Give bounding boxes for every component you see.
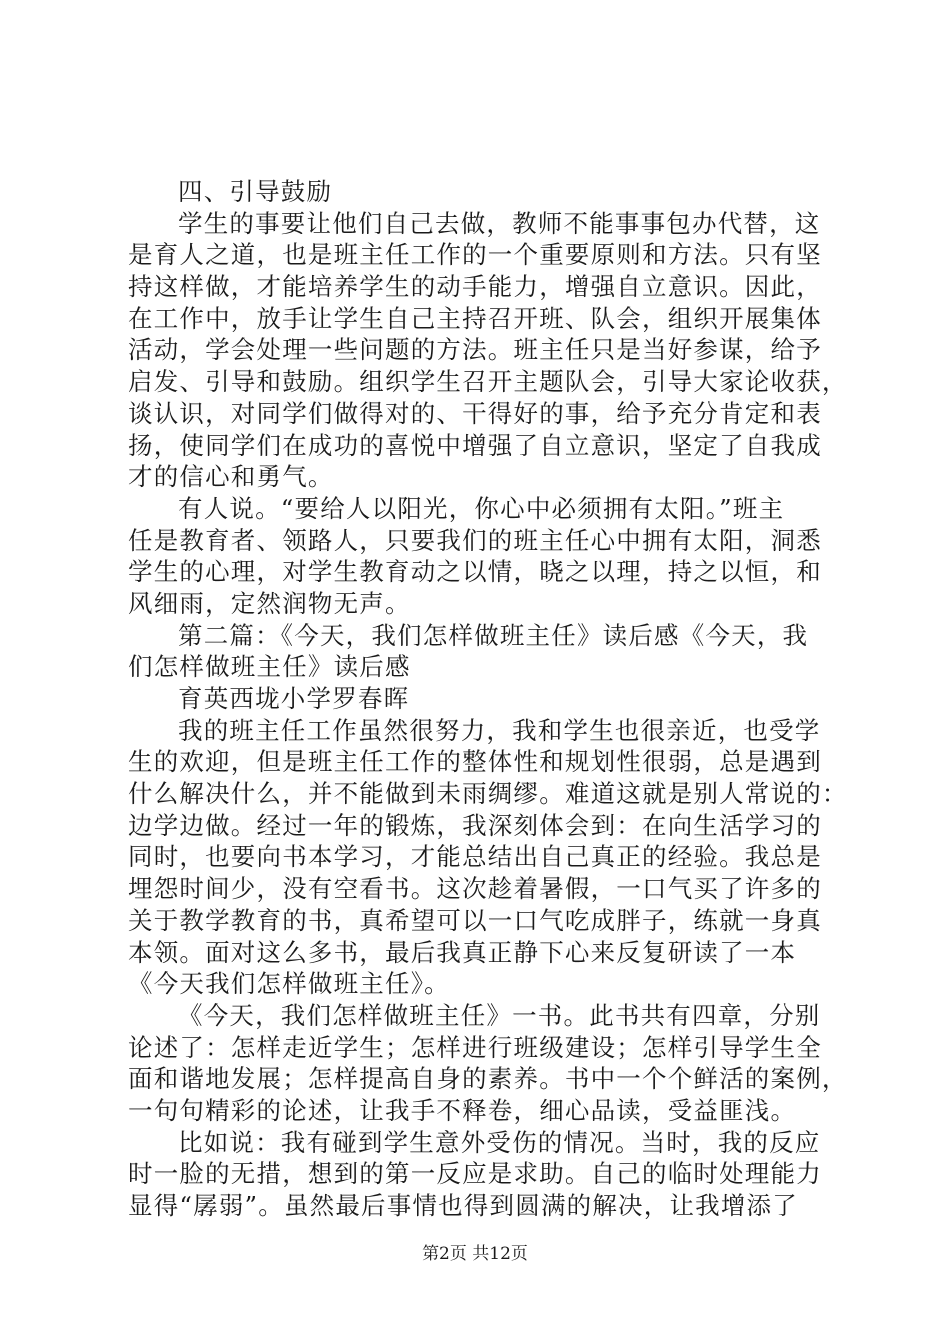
page-footer: 第2页 共12页: [422, 1244, 528, 1264]
text-line: 显得“孱弱”。虽然最后事情也得到圆满的解决，让我增添了: [128, 1191, 798, 1220]
text-line: 是育人之道，也是班主任工作的一个重要原则和方法。只有坚: [128, 240, 822, 270]
text-line: 学生的心理，对学生教育动之以情，晓之以理，持之以恒，和: [128, 557, 822, 587]
text-line: 育英西垅小学罗春晖: [178, 684, 410, 713]
text-line: 《今天我们怎样做班主任》。: [128, 969, 450, 999]
text-line: 持这样做，才能培养学生的动手能力，增强自立意识。因此，: [128, 272, 822, 302]
text-line: 边学边做。经过一年的锻炼，我深刻体会到：在向生活学习的: [128, 810, 822, 840]
text-line: 们怎样做班主任》读后感: [128, 652, 411, 682]
text-line: 才的信心和勇气。: [128, 462, 334, 492]
text-line: 风细雨，定然润物无声。: [128, 588, 411, 618]
text-line: 有人说。“要给人以阳光，你心中必须拥有太阳。”班主: [178, 493, 785, 523]
text-line: 比如说：我有碰到学生意外受伤的情况。当时，我的反应: [178, 1127, 821, 1157]
text-line: 生的欢迎，但是班主任工作的整体性和规划性很弱，总是遇到: [128, 747, 822, 777]
text-line: 谈认识，对同学们做得对的、干得好的事，给予充分肯定和表: [128, 398, 822, 428]
text-line: 一句句精彩的论述，让我手不释卷，细心品读，受益匪浅。: [128, 1095, 797, 1125]
text-line: 同时，也要向书本学习，才能总结出自己真正的经验。我总是: [128, 842, 822, 872]
text-line: 什么解决什么，并不能做到未雨绸缪。难道这就是别人常说的：: [128, 779, 848, 809]
text-line: 埋怨时间少，没有空看书。这次趁着暑假，一口气买了许多的: [128, 874, 822, 904]
text-line: 第二篇：《今天，我们怎样做班主任》读后感《今天，我: [178, 620, 809, 650]
text-line: 扬，使同学们在成功的喜悦中增强了自立意识，坚定了自我成: [128, 430, 822, 460]
text-line: 论述了：怎样走近学生；怎样进行班级建设；怎样引导学生全: [128, 1032, 822, 1062]
text-line: 活动，学会处理一些问题的方法。班主任只是当好参谋，给予: [128, 335, 822, 365]
text-line: 学生的事要让他们自己去做，教师不能事事包办代替，这: [178, 208, 821, 238]
document-body: [128, 176, 848, 1222]
text-line: 本领。面对这么多书，最后我真正静下心来反复研读了一本: [128, 937, 797, 967]
text-line: 启发、引导和鼓励。组织学生召开主题队会，引导大家论收获，: [128, 367, 848, 397]
text-line: 《今天，我们怎样做班主任》一书。此书共有四章，分别: [178, 1000, 821, 1030]
text-line: 面和谐地发展；怎样提高自身的素养。书中一个个鲜活的案例，: [128, 1064, 848, 1094]
text-line: 四、引导鼓励: [178, 177, 333, 206]
text-line: 任是教育者、领路人，只要我们的班主任心中拥有太阳，洞悉: [128, 525, 822, 555]
text-line: 我的班主任工作虽然很努力，我和学生也很亲近，也受学: [178, 715, 821, 745]
text-line: 在工作中，放手让学生自己主持召开班、队会，组织开展集体: [128, 303, 822, 333]
text-line: 关于教学教育的书，真希望可以一口气吃成胖子，练就一身真: [128, 905, 822, 935]
text-line: 时一脸的无措，想到的第一反应是求助。自己的临时处理能力: [128, 1159, 822, 1189]
